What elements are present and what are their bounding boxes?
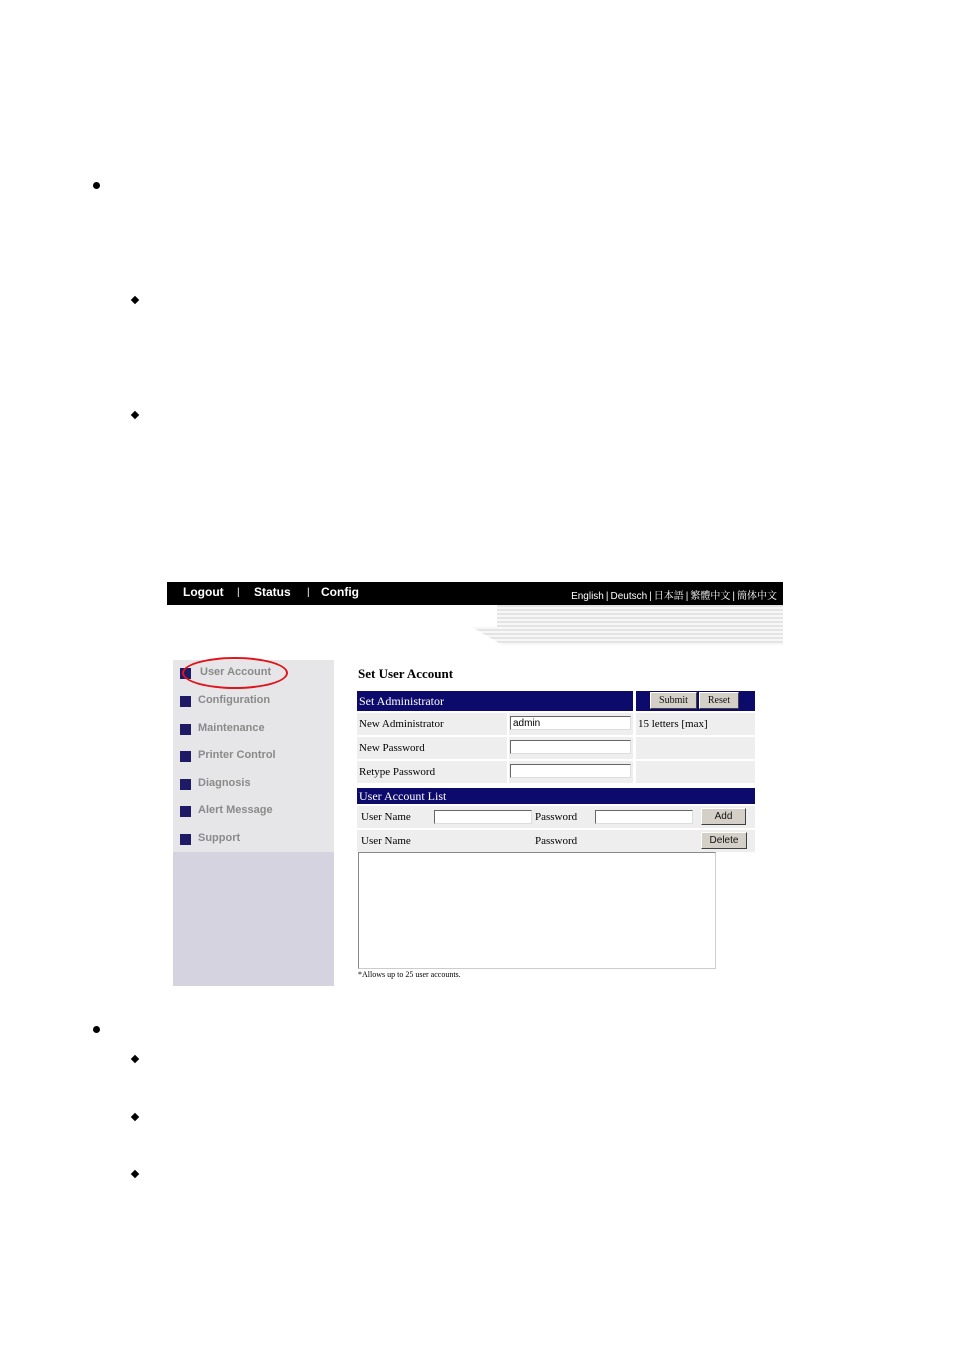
- account-list-header: User Account List: [357, 788, 755, 804]
- lang-simplified-chinese[interactable]: 簡体中文: [737, 591, 777, 602]
- new-password-label: New Password: [357, 737, 507, 759]
- reset-button[interactable]: Reset: [699, 692, 739, 709]
- language-selector: English | Deutsch | 日本語 | 繁體中文 | 簡体中文: [571, 591, 777, 602]
- sidebar-item-support[interactable]: [180, 831, 330, 849]
- square-bullet-icon: [180, 834, 191, 845]
- new-admin-input-cell: [509, 713, 633, 735]
- square-bullet-icon: [180, 806, 191, 817]
- logout-link[interactable]: Logout: [183, 585, 224, 599]
- retype-password-row: [357, 761, 757, 783]
- lang-deutsch[interactable]: Deutsch: [610, 591, 648, 602]
- user-name-input[interactable]: [434, 810, 532, 824]
- retype-password-input-cell: [509, 761, 633, 783]
- user-account-listbox[interactable]: [358, 852, 716, 969]
- status-link[interactable]: Status: [254, 585, 291, 599]
- sidebar-item-label: Alert Message: [198, 804, 273, 816]
- square-bullet-icon: [180, 751, 191, 762]
- nav-separator: |: [237, 587, 240, 598]
- sidebar-item-user-account[interactable]: [180, 665, 330, 683]
- new-admin-hint: 15 letters [max]: [636, 713, 755, 735]
- new-password-row: [357, 737, 757, 759]
- sidebar-item-label: Configuration: [198, 694, 271, 706]
- page-title: Set User Account: [358, 666, 454, 681]
- sidebar-item-label: Diagnosis: [198, 777, 251, 789]
- square-bullet-icon: [180, 724, 191, 735]
- top-nav-bar: [167, 582, 783, 605]
- sidebar-item-alert-message[interactable]: [180, 803, 330, 821]
- new-admin-input[interactable]: admin: [510, 716, 631, 730]
- config-link[interactable]: Config: [321, 585, 359, 599]
- web-config-screenshot: [167, 582, 783, 986]
- set-admin-buttons-bar: [636, 691, 755, 711]
- add-button[interactable]: Add: [701, 808, 746, 825]
- square-bullet-icon: [180, 668, 191, 679]
- delete-button[interactable]: Delete: [701, 832, 747, 849]
- diamond-bullet-icon: [131, 1170, 139, 1178]
- add-user-row: [357, 806, 757, 828]
- lang-english[interactable]: English: [571, 591, 604, 602]
- new-password-input-cell: [509, 737, 633, 759]
- diamond-bullet-icon: [131, 411, 139, 419]
- main-content: [357, 660, 757, 986]
- banner-white-area: [167, 605, 497, 627]
- bullet-point-icon: [93, 182, 100, 189]
- password-label: Password: [535, 811, 578, 823]
- sidebar-item-maintenance[interactable]: [180, 721, 330, 739]
- set-admin-header: Set Administrator: [357, 691, 633, 711]
- sidebar-item-diagnosis[interactable]: [180, 776, 330, 794]
- retype-password-input[interactable]: [510, 764, 631, 778]
- nav-separator: |: [307, 587, 310, 598]
- new-admin-row: [357, 713, 757, 735]
- column-password: Password: [535, 835, 578, 847]
- square-bullet-icon: [180, 696, 191, 707]
- lang-traditional-chinese[interactable]: 繁體中文: [690, 591, 731, 602]
- empty-cell: [636, 737, 755, 759]
- submit-button[interactable]: Submit: [650, 692, 697, 709]
- account-list-column-row: [357, 830, 757, 852]
- square-bullet-icon: [180, 779, 191, 790]
- password-input[interactable]: [595, 810, 693, 824]
- sidebar-item-configuration[interactable]: [180, 693, 330, 711]
- column-user-name: User Name: [361, 835, 411, 847]
- bullet-point-icon: [93, 1026, 100, 1033]
- diamond-bullet-icon: [131, 296, 139, 304]
- sidebar: [173, 660, 334, 986]
- diamond-bullet-icon: [131, 1055, 139, 1063]
- retype-password-label: Retype Password: [357, 761, 507, 783]
- new-admin-label: New Administrator: [357, 713, 507, 735]
- sidebar-item-label: Printer Control: [198, 749, 276, 761]
- banner-white-area: [167, 627, 472, 645]
- new-password-input[interactable]: [510, 740, 631, 754]
- sidebar-item-label: Maintenance: [198, 722, 265, 734]
- sidebar-item-label: User Account: [200, 666, 272, 678]
- empty-cell: [636, 761, 755, 783]
- sidebar-item-label: Support: [198, 832, 241, 844]
- user-name-label: User Name: [361, 811, 411, 823]
- lang-japanese[interactable]: 日本語: [653, 591, 684, 602]
- sidebar-item-printer-control[interactable]: [180, 748, 330, 766]
- account-limit-note: *Allows up to 25 user accounts.: [358, 970, 461, 979]
- diamond-bullet-icon: [131, 1113, 139, 1121]
